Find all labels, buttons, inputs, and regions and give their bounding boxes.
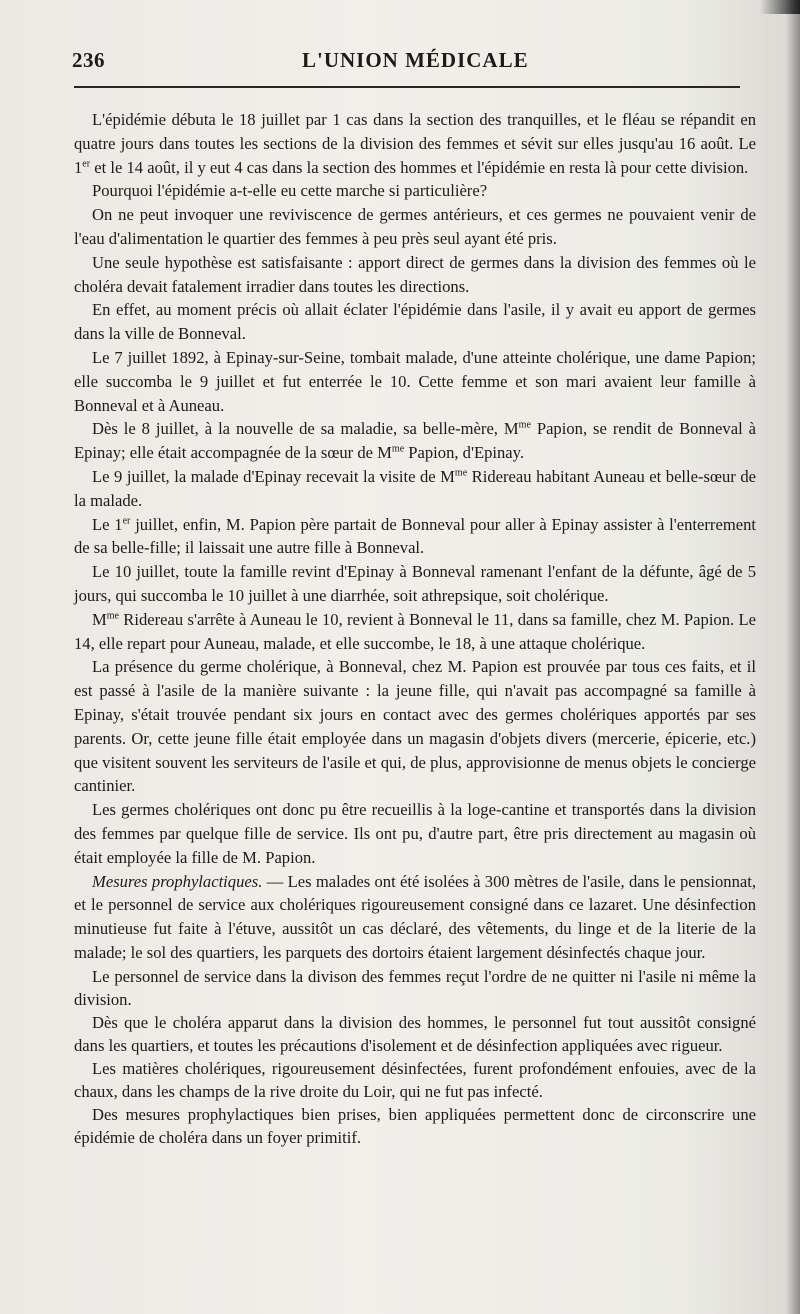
paragraph: Les matières cholériques, rigoureusement désinfectées, furent profondément enfouies, avec de la chaux, dans les champs de la rive droite du Loir, qui ne fut pas infecté. bbox=[74, 1058, 756, 1101]
paragraph: Le 9 juillet, la malade d'Epinay recevait la visite de $M^{me}$ Ridereau habitant Auneau et belle-sœur de la malade. bbox=[74, 466, 756, 510]
header-rule bbox=[74, 86, 740, 88]
paragraph: Dès le 8 juillet, à la nouvelle de sa maladie, sa belle-mère, $M^{me}$ Papion, se rendit de Bonneval à Epinay; elle était accompagnée de la sœur de $M^{me}$ Papion, d'Epinay. bbox=[74, 419, 756, 463]
page-header bbox=[72, 48, 742, 78]
paragraph: Pourquoi l'épidémie a-t-elle eu cette marche si particulière? bbox=[92, 181, 488, 201]
paragraph: Le 10 juillet, toute la famille revint d'Epinay à Bonneval ramenant l'enfant de la défunte, âgé de 5 jours, qui succomba le 10 juillet à une diarrhée, soit athrepsique, soit cholérique. bbox=[74, 562, 756, 605]
running-title: L'UNION MÉDICALE bbox=[302, 48, 529, 72]
page-number: 236 bbox=[72, 48, 105, 72]
paragraph: Dès que le choléra apparut dans la division des hommes, le personnel fut tout aussitôt consigné dans les quartiers, et toutes les précautions d'isolement et de désinfection appliquées avec rigueur. bbox=[74, 1012, 756, 1055]
paragraph: En effet, au moment précis où allait éclater l'épidémie dans l'asile, il y avait eu apport de germes dans la ville de Bonneval. bbox=[74, 300, 756, 344]
paragraph: Une seule hypothèse est satisfaisante : apport direct de germes dans la division des femmes où le choléra devait fatalement irradier dans toutes les directions. bbox=[74, 252, 756, 296]
paragraph: Les germes cholériques ont donc pu être recueillis à la loge-cantine et transportés dans la division des femmes par quelque fille de service. Ils ont pu, d'autre part, être pris directement au magasin où était employée la fille de M. Papion. bbox=[74, 800, 756, 867]
page-edge-shadow bbox=[786, 0, 800, 1314]
page-corner-shadow bbox=[760, 0, 800, 14]
paragraph: Le 7 juillet 1892, à Epinay-sur-Seine, tombait malade, d'une atteinte cholérique, une dame Papion; elle succomba le 9 juillet et fut enterrée le 10. Cette femme et son mari avaient leur famille à Bonneval et à Auneau. bbox=[74, 347, 756, 415]
paragraph: On ne peut invoquer une reviviscence de germes antérieurs, et ces germes ne pouvaient venir de l'eau d'alimentation le quartier des femmes à peu près seul ayant été pris. bbox=[74, 205, 756, 248]
section-lead: Mesures prophylactiques. bbox=[92, 871, 263, 891]
paragraph: Des mesures prophylactiques bien prises, bien appliquées permettent donc de circonscrire une épidémie de choléra dans un foyer primitif. bbox=[74, 1104, 756, 1147]
paragraph-prophylaxis bbox=[74, 870, 756, 965]
paragraph: Le personnel de service dans la divison des femmes reçut l'ordre de ne quitter ni l'asile ni même la division. bbox=[74, 966, 756, 1009]
paragraph: La présence du germe cholérique, à Bonneval, chez M. Papion est prouvée par tous ces faits, et il est passé à l'asile de la manière suivante : la jeune fille, qui n'avait pas accompagné sa famille à Epinay, s'était trouvée pendant six jours en contact avec des germes cholériques apportés par ses parents. Or, cette jeune fille était employée dans un magasin d'objets divers (mercerie, épicerie, etc.) que visitent souvent les serviteurs de l'asile et qui, de plus, approvisionne de menus objets le concierge cantinier. bbox=[74, 657, 756, 796]
paragraph-text: — Les malades ont été isolées à 300 mètres de l'asile, dans le pensionnat, et le personnel de service aux cholériques rigoureusement consigné dans ce lazaret. Une désinfection minutieuse fut faite à l'étuve, aussitôt un cas déclaré, des vêtements, du linge et de la literie de la malade; le sol des quartiers, les parquets des dortoirs étaient largement désinfectés chaque jour. bbox=[74, 871, 756, 962]
paragraph: $M^{me}$ Ridereau s'arrête à Auneau le 10, revient à Bonneval le 11, dans sa famille, chez M. Papion. Le 14, elle repart pour Auneau, malade, et elle succombe, le 18, à une attaque cholérique. bbox=[74, 609, 756, 653]
paragraph: Le 1er juillet, enfin, M. Papion père partait de Bonneval pour aller à Epinay assister à l'enterrement de sa belle-fille; il laissait une autre fille à Bonneval. bbox=[74, 514, 756, 558]
article-body bbox=[74, 108, 756, 1149]
paragraph: L'épidémie débuta le 18 juillet par 1 cas dans la section des tranquilles, et le fléau se répandit en quatre jours dans toutes les sections de la division des femmes et sévit sur elles jusqu'au 16 août. Le 1er et le 14 août, il y eut 4 cas dans la section des hommes et l'épidémie en resta là pour cette division. bbox=[74, 110, 756, 177]
